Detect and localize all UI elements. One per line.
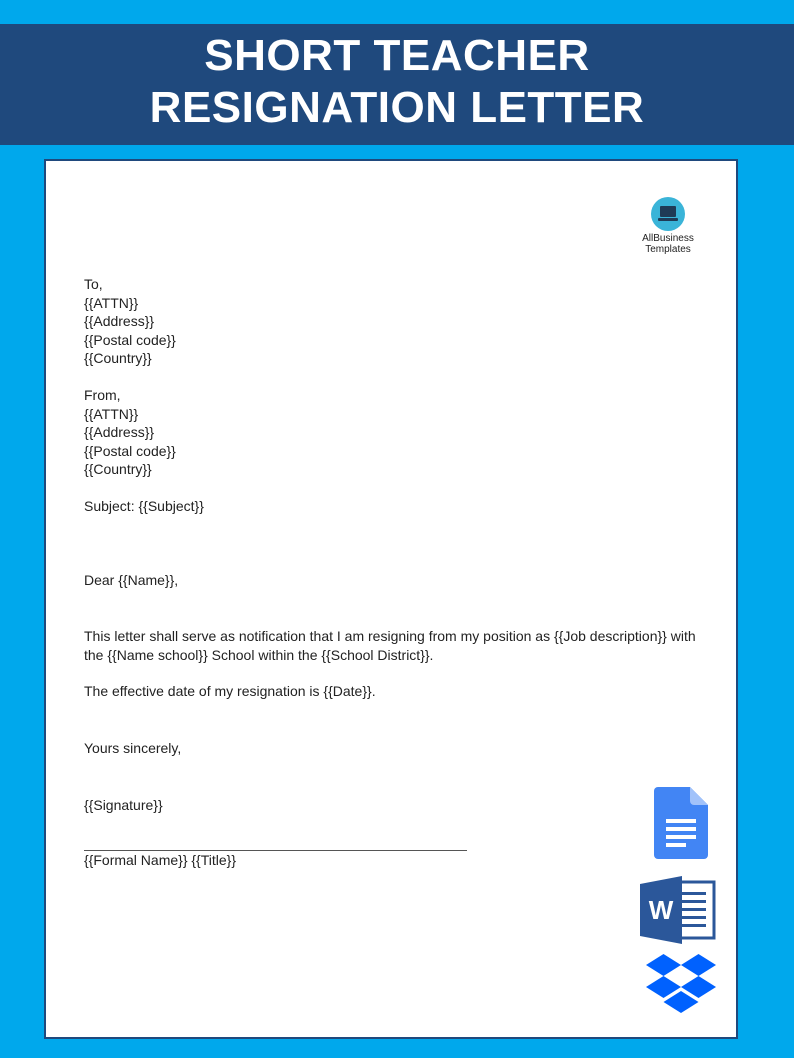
body-paragraph-1-line-1: This letter shall serve as notification that I am resigning from my position as {{Job description}} with bbox=[84, 628, 696, 645]
salutation: Dear {{Name}}, bbox=[84, 571, 179, 588]
logo-text bbox=[632, 233, 704, 255]
sender-block bbox=[84, 386, 714, 479]
to-country: {{Country}} bbox=[84, 350, 152, 367]
from-country: {{Country}} bbox=[84, 461, 152, 478]
body-paragraph-1-line-2: the {{Name school}} School within the {{School District}}. bbox=[84, 646, 434, 663]
microsoft-word-icon[interactable] bbox=[640, 876, 716, 944]
title-line-2: RESIGNATION LETTER bbox=[149, 83, 645, 132]
closing: Yours sincerely, bbox=[84, 739, 182, 756]
from-attn: {{ATTN}} bbox=[84, 405, 139, 422]
letter-page bbox=[44, 159, 738, 1039]
body-paragraph-2: The effective date of my resignation is {{Date}}. bbox=[84, 683, 376, 700]
allbusiness-templates-logo[interactable] bbox=[640, 197, 696, 255]
from-label: From, bbox=[84, 386, 121, 403]
letter-body bbox=[84, 275, 714, 870]
title-banner bbox=[0, 24, 794, 145]
title-line-1: SHORT TEACHER bbox=[204, 31, 590, 80]
to-label: To, bbox=[84, 276, 103, 292]
google-docs-icon[interactable] bbox=[654, 787, 708, 859]
to-postal-code: {{Postal code}} bbox=[84, 331, 176, 348]
subject-line: Subject: {{Subject}} bbox=[84, 497, 204, 514]
to-address: {{Address}} bbox=[84, 313, 155, 330]
to-attn: {{ATTN}} bbox=[84, 294, 139, 311]
formal-name-title: {{Formal Name}} {{Title}} bbox=[84, 852, 237, 869]
word-letter: W bbox=[648, 895, 674, 925]
logo-line-1: AllBusiness bbox=[642, 233, 694, 244]
signature-placeholder: {{Signature}} bbox=[84, 796, 163, 813]
from-address: {{Address}} bbox=[84, 424, 155, 441]
recipient-block bbox=[84, 275, 714, 368]
from-postal-code: {{Postal code}} bbox=[84, 442, 176, 459]
dropbox-icon[interactable] bbox=[646, 954, 716, 1018]
laptop-icon bbox=[651, 197, 685, 231]
logo-line-2: Templates bbox=[645, 244, 691, 255]
